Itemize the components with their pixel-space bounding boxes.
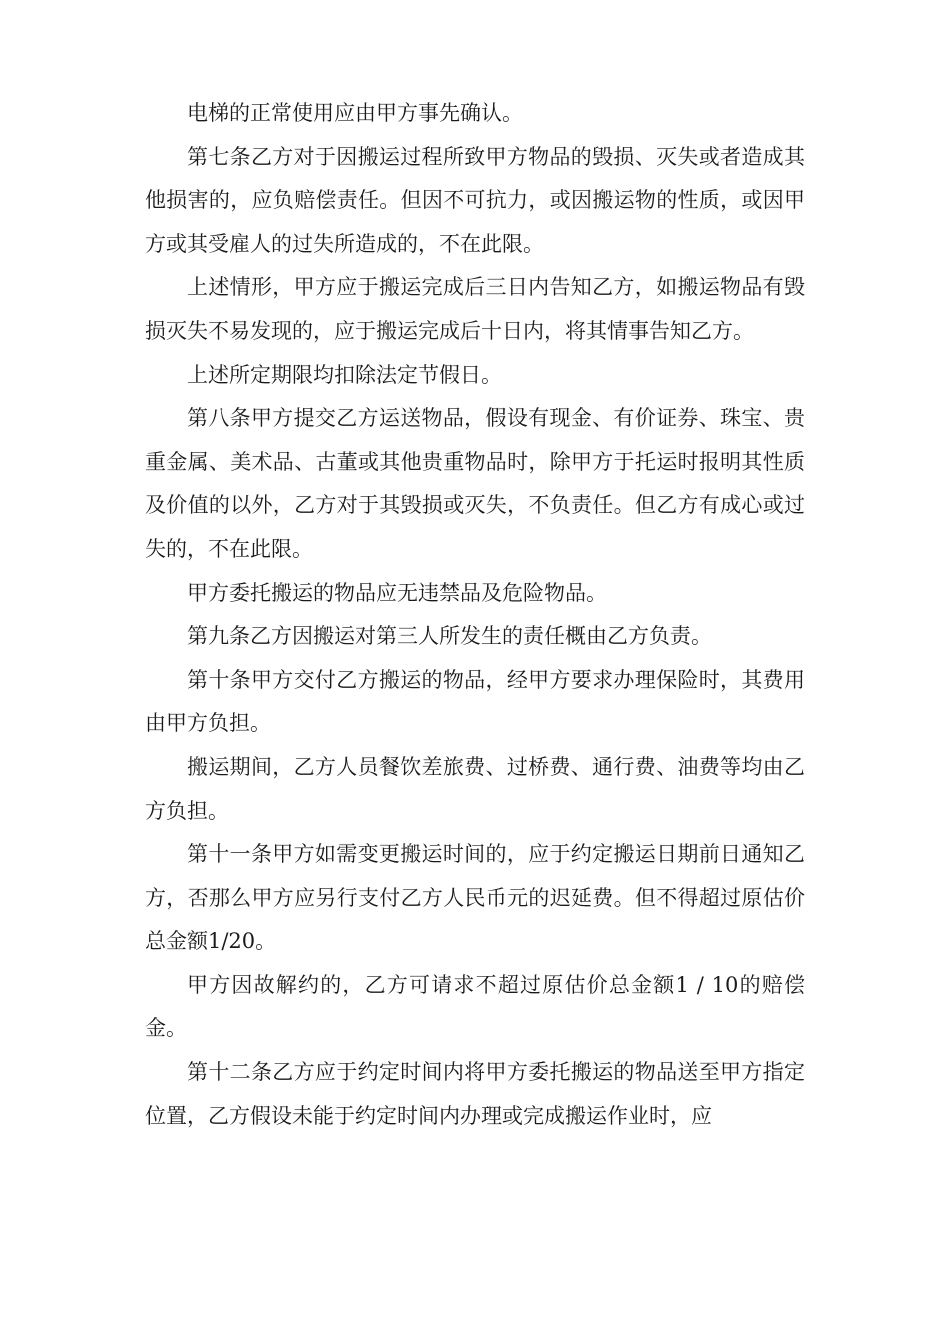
paragraph: 甲方委托搬运的物品应无违禁品及危险物品。	[187, 580, 607, 605]
paragraph: 上述所定期限均扣除法定节假日。	[187, 362, 502, 387]
paragraph: 第十条甲方交付乙方搬运的物品，经甲方要求办理保险时，其费用由甲方负担。	[145, 667, 805, 736]
paragraph: 第八条甲方提交乙方运送物品，假设有现金、有价证券、珠宝、贵重金属、美术品、古董或其他贵重物品时，除甲方于托运时报明其性质及价值的以外，乙方对于其毁损或灭失，不负责任。但乙方有成心或过失的，不在此限。	[145, 406, 805, 561]
paragraph: 搬运期间，乙方人员餐饮差旅费、过桥费、通行费、油费等均由乙方负担。	[145, 754, 805, 823]
paragraph: 甲方因故解约的，乙方可请求不超过原估价总金额1 / 10的赔偿金。	[145, 972, 805, 1041]
paragraph: 第九条乙方因搬运对第三人所发生的责任概由乙方负责。	[187, 624, 712, 649]
paragraph: 第七条乙方对于因搬运过程所致甲方物品的毁损、灭失或者造成其他损害的，应负赔偿责任。但因不可抗力，或因搬运物的性质，或因甲方或其受雇人的过失所造成的，不在此限。	[145, 144, 805, 256]
paragraph: 第十二条乙方应于约定时间内将甲方委托搬运的物品送至甲方指定位置，乙方假设未能于约定时间内办理或完成搬运作业时，应	[145, 1060, 805, 1128]
document-body	[145, 92, 805, 1138]
paragraph: 第十一条甲方如需变更搬运时间的，应于约定搬运日期前日通知乙方，否那么甲方应另行支付乙方人民币元的迟延费。但不得超过原估价总金额1/20。	[145, 842, 805, 954]
paragraph: 上述情形，甲方应于搬运完成后三日内告知乙方，如搬运物品有毁损灭失不易发现的，应于搬运完成后十日内，将其情事告知乙方。	[145, 275, 805, 343]
paragraph: 电梯的正常使用应由甲方事先确认。	[187, 101, 523, 125]
